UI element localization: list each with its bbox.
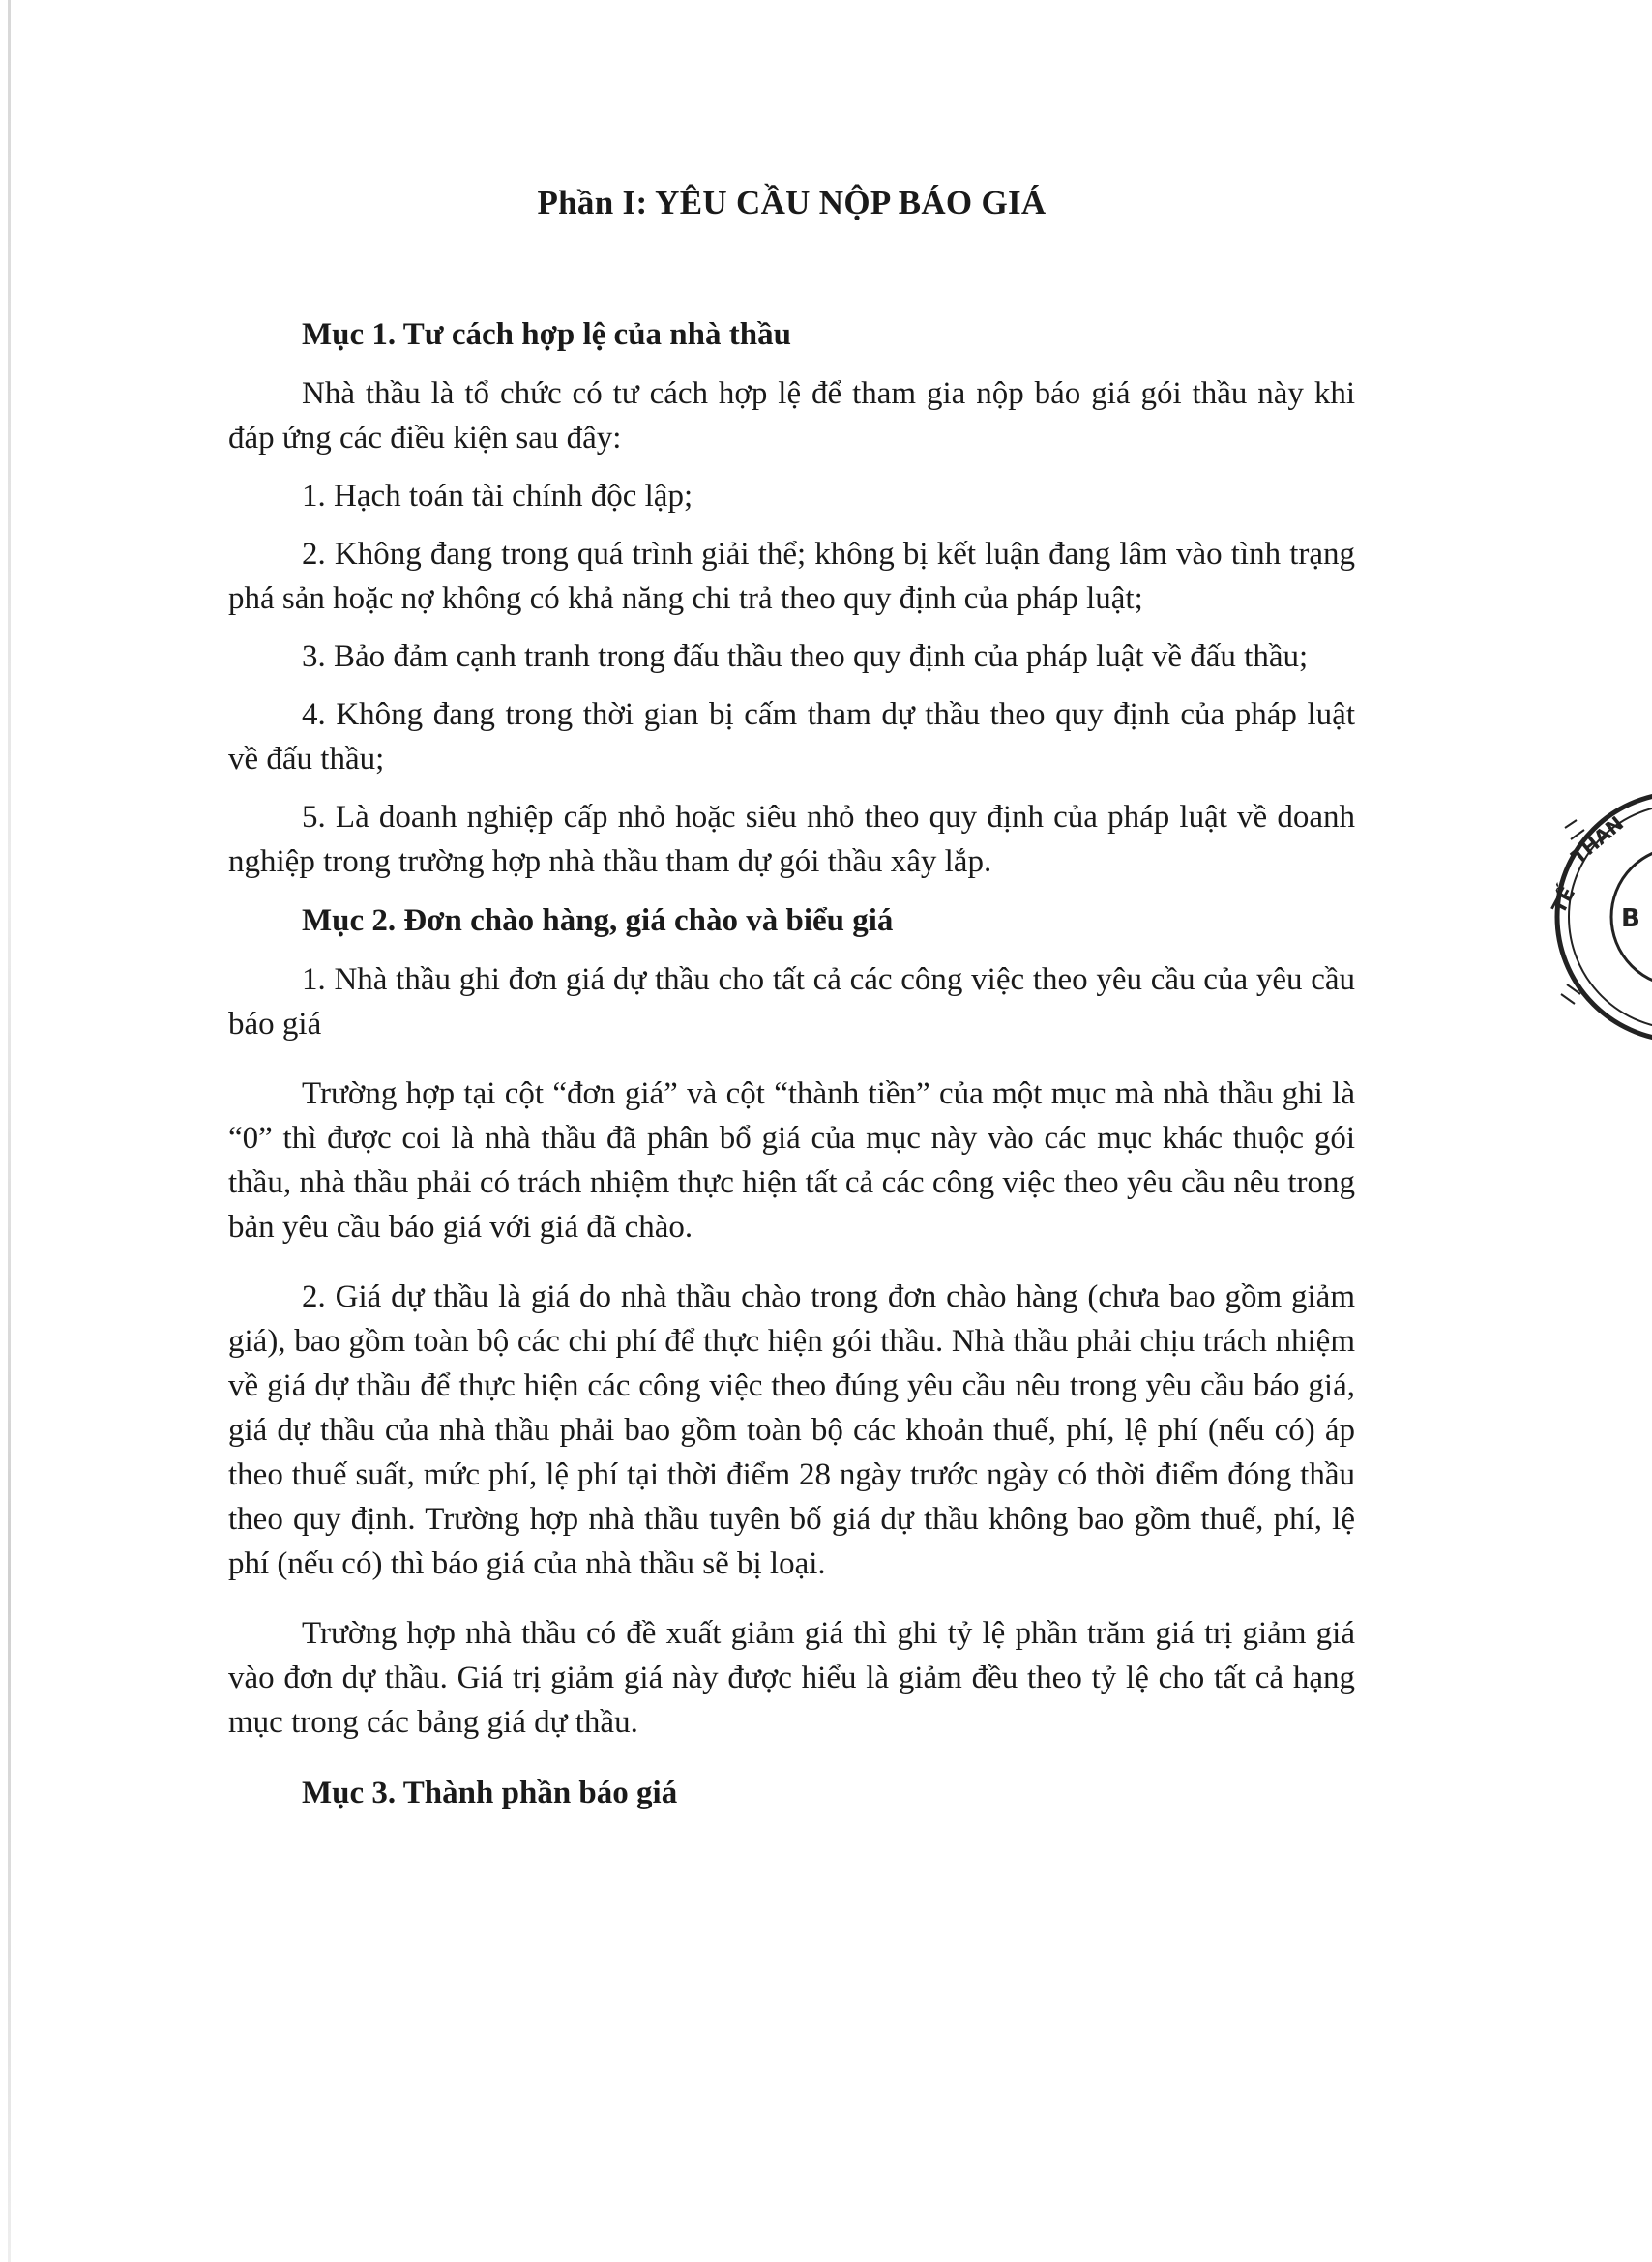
document-title: Phần I: YÊU CẦU NỘP BÁO GIÁ (537, 184, 1047, 221)
section-1-item-2: 2. Không đang trong quá trình giải thể; không bị kết luận đang lâm vào tình trạng phá sản hoặc nợ không có khả năng chi trả theo quy định của pháp luật; (228, 537, 1355, 616)
document-page (228, 184, 1355, 1830)
section-1-item-4: 4. Không đang trong thời gian bị cấm tham dự thầu theo quy định của pháp luật về đấu thầu; (228, 697, 1355, 777)
section-2-item-2: 2. Giá dự thầu là giá do nhà thầu chào trong đơn chào hàng (chưa bao gồm giảm giá), bao gồm toàn bộ các chi phí để thực hiện gói thầu. Nhà thầu phải chịu trách nhiệm về giá dự thầu để thực hiện các công việc theo đúng yêu cầu nêu trong yêu cầu báo giá, giá dự thầu của nhà thầu phải bao gồm toàn bộ các khoản thuế, phí, lệ phí (nếu có) áp theo thuế suất, mức phí, lệ phí tại thời điểm 28 ngày trước ngày có thời điểm đóng thầu theo quy định. Trường hợp nhà thầu tuyên bố giá dự thầu không bao gồm thuế, phí, lệ phí (nếu có) thì báo giá của nhà thầu sẽ bị loại. (228, 1279, 1355, 1581)
section-heading-2: Mục 2. Đơn chào hàng, giá chào và biểu giá (302, 903, 894, 938)
official-stamp-partial (1536, 801, 1652, 1033)
section-heading-1: Mục 1. Tư cách hợp lệ của nhà thầu (302, 317, 791, 352)
section-2-paragraph-zero-price: Trường hợp tại cột “đơn giá” và cột “thành tiền” của một mục mà nhà thầu ghi là “0” thì được coi là nhà thầu đã phân bổ giá của mục này vào các mục khác thuộc gói thầu, nhà thầu phải có trách nhiệm thực hiện tất cả các công việc theo yêu cầu nêu trong bản yêu cầu báo giá với giá đã chào. (228, 1076, 1355, 1245)
svg-text:B: B (1621, 904, 1640, 933)
svg-text:THÀN: THÀN (1566, 811, 1629, 868)
scan-edge-line (8, 0, 11, 2262)
section-heading-3: Mục 3. Thành phần báo giá (302, 1776, 678, 1810)
section-1-paragraph: Nhà thầu là tổ chức có tư cách hợp lệ để tham gia nộp báo giá gói thầu này khi đáp ứng các điều kiện sau đây: (228, 376, 1355, 455)
section-1-item-3: 3. Bảo đảm cạnh tranh trong đấu thầu theo quy định của pháp luật về đấu thầu; (302, 639, 1309, 674)
section-1-item-5: 5. Là doanh nghiệp cấp nhỏ hoặc siêu nhỏ theo quy định của pháp luật về doanh nghiệp trong trường hợp nhà thầu tham dự gói thầu xây lắp. (228, 800, 1355, 879)
svg-text:TẾ: TẾ (1547, 882, 1580, 918)
section-2-item-1: 1. Nhà thầu ghi đơn giá dự thầu cho tất cả các công việc theo yêu cầu của yêu cầu báo giá (228, 962, 1355, 1042)
section-1-item-1: 1. Hạch toán tài chính độc lập; (302, 479, 693, 514)
section-2-paragraph-discount: Trường hợp nhà thầu có đề xuất giảm giá thì ghi tỷ lệ phần trăm giá trị giảm giá vào đơn dự thầu. Giá trị giảm giá này được hiểu là giảm đều theo tỷ lệ cho tất cả hạng mục trong các bảng giá dự thầu. (228, 1616, 1355, 1740)
